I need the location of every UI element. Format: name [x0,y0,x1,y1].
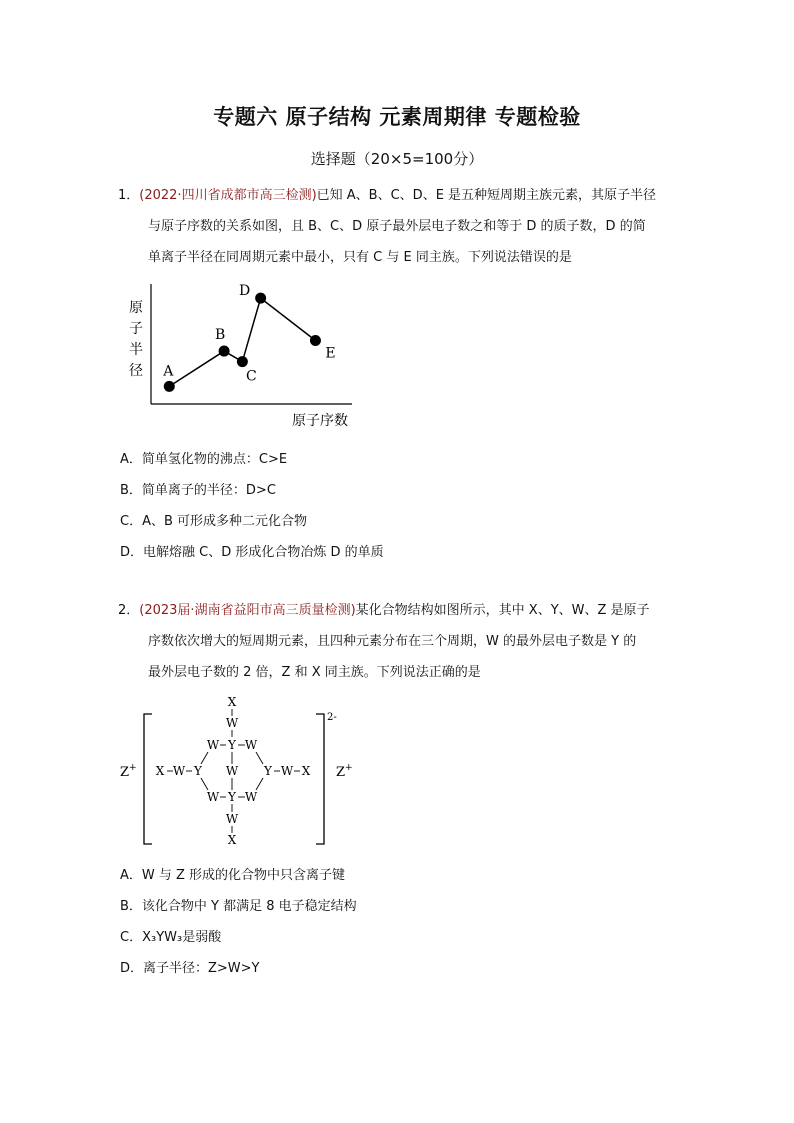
y-axis-label-char: 径 [129,363,143,379]
atom-y-top: Y [228,738,236,752]
question-1-line-3: 单离子半径在同周期元素中最小，只有 C 与 E 同主族。下列说法错误的是 [148,250,572,265]
page-title: 专题六 原子结构 元素周期律 专题检验 [213,105,581,129]
atom-w-bottom: W [225,812,239,826]
atom-w-top: W [225,716,239,730]
structure-atoms [156,695,311,847]
point-label-e: E [325,345,336,362]
counter-ion-left: Z+ [120,763,137,780]
question-number: 1． [118,188,140,203]
data-point-d [255,293,266,304]
atom-w: W [206,738,220,752]
y-axis-label-char: 半 [129,342,143,358]
atom-w-right: W [280,764,294,778]
compound-structure-diagram [112,692,362,852]
counter-ion-right: Z+ [336,763,353,780]
data-point-a [164,381,175,392]
point-label-c: C [246,368,257,385]
question-number: 2． [118,603,140,618]
point-label-d: D [239,283,251,300]
question-text: 某化合物结构如图所示，其中 X、Y、W、Z 是原子 [355,603,650,618]
question-1-line-2: 与原子序数的关系如图，且 B、C、D 原子最外层电子数之和等于 D 的质子数，D 的简 [148,219,646,234]
option-a: A．简单氢化物的沸点：C>E [120,452,288,467]
option-b: B．该化合物中 Y 都满足 8 电子稳定结构 [120,899,357,914]
section-subtitle: 选择题（20×5=100分） [310,150,484,168]
option-a: A．W 与 Z 形成的化合物中只含离子键 [120,868,346,883]
atom-w: W [206,790,220,804]
atom-y-bottom: Y [228,790,236,804]
data-point-c [237,356,248,367]
right-bracket [316,714,324,844]
option-d: D．离子半径：Z>W>Y [120,961,260,976]
data-point-e [310,335,321,346]
left-bracket [144,714,152,844]
atom-w: W [244,738,258,752]
question-2-line-1 [118,603,650,619]
atom-y-left: Y [194,764,202,778]
y-axis-label-char: 子 [129,321,143,337]
point-label-b: B [214,327,226,344]
y-axis-label-char: 原 [129,300,143,316]
option-d: D．电解熔融 C、D 形成化合物冶炼 D 的单质 [120,545,384,560]
point-label-a: A [163,363,174,380]
y-axis-label [129,300,143,379]
atom-w: W [244,790,258,804]
atom-w-left: W [172,764,186,778]
option-c: C．A、B 可形成多种二元化合物 [120,514,308,529]
atom-x-left: X [155,764,165,778]
atom-w-center: W [225,764,239,778]
atom-x-top: X [227,695,237,709]
question-2-line-3: 最外层电子数的 2 倍，Z 和 X 同主族。下列说法正确的是 [148,665,481,680]
series-line [169,298,315,386]
charge-label: 2- [327,712,337,723]
question-1-line-1 [118,188,656,204]
question-text: 已知 A、B、C、D、E 是五种短周期主族元素，其原子半径 [316,188,657,203]
option-c: C．X₃YW₃是弱酸 [120,930,222,945]
question-source: (2022·四川省成都市高三检测) [139,188,317,203]
atomic-radius-chart [120,278,380,438]
data-point-b [219,346,230,357]
question-2-line-2: 序数依次增大的短周期元素，且四种元素分布在三个周期，W 的最外层电子数是 Y 的 [148,634,637,649]
x-axis-label: 原子序数 [292,413,348,429]
atom-x-right: X [301,764,311,778]
atom-x-bottom: X [227,833,237,847]
question-source: (2023届·湖南省益阳市高三质量检测) [139,603,356,618]
atom-y-right: Y [264,764,272,778]
option-b: B．简单离子的半径：D>C [120,483,276,498]
